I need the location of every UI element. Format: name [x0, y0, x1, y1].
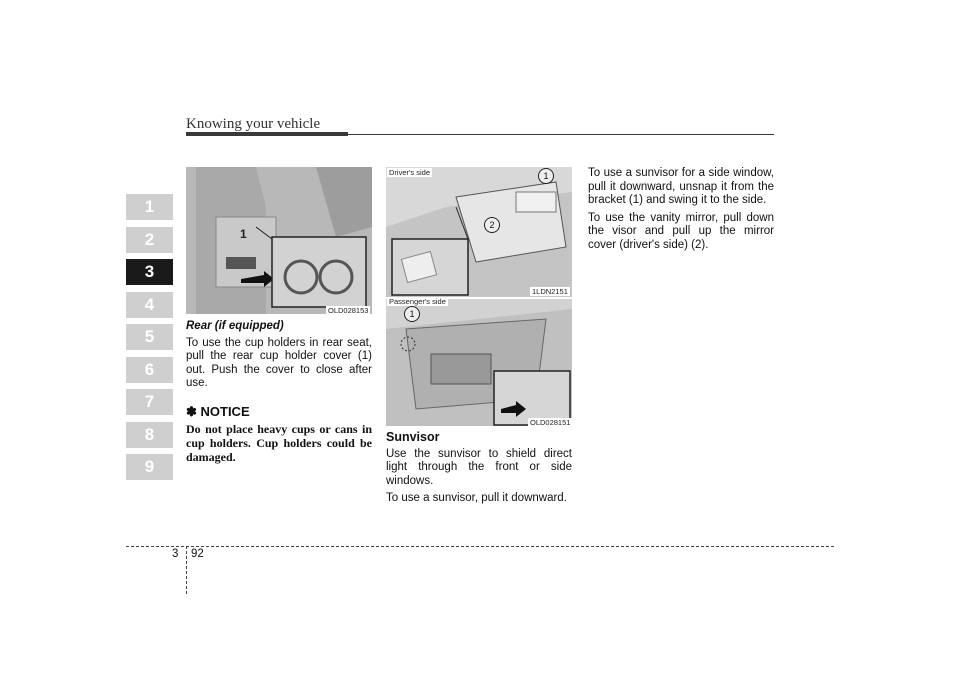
- figure-caption: Rear (if equipped): [186, 320, 284, 332]
- cup-holder-figure: [186, 167, 372, 314]
- notice-title: ✽ NOTICE: [186, 403, 250, 419]
- sunvisor-driver-figure: [386, 167, 572, 297]
- sunvisor-text-2: To use a sunvisor, pull it downward.: [386, 492, 567, 504]
- figure-marker-1: 1: [404, 306, 420, 322]
- sunvisor-text-1: Use the sunvisor to shield direct light through the front or side windows.: [386, 447, 572, 487]
- chapter-tabs: [126, 194, 173, 487]
- chapter-tab-5[interactable]: 5: [126, 324, 173, 350]
- figure-code: OLD028153: [328, 306, 369, 315]
- vanity-mirror-text: To use the vanity mirror, pull down the visor and pull up the mirror cover (driver's side) (2).: [588, 211, 774, 251]
- chapter-tab-7[interactable]: 7: [126, 389, 173, 415]
- right-column: [588, 167, 774, 256]
- drivers-side-label: Driver's side: [389, 168, 431, 177]
- chapter-tab-9[interactable]: 9: [126, 454, 173, 480]
- header-rule: [186, 132, 348, 136]
- chapter-tab-8[interactable]: 8: [126, 422, 173, 448]
- footer-rule: [126, 546, 834, 547]
- page-number: 92: [191, 548, 204, 560]
- figure-code: OLD028151: [530, 418, 571, 427]
- figure-marker-2: 2: [484, 217, 500, 233]
- chapter-tab-3[interactable]: 3: [126, 259, 173, 285]
- notice-body: Do not place heavy cups or cans in cup holders. Cup holders could be damaged.: [186, 422, 372, 464]
- left-column: [186, 320, 372, 464]
- header-rule-thin: [348, 134, 774, 135]
- footer-divider: [186, 546, 187, 594]
- cup-holder-illustration: [186, 167, 372, 314]
- sunvisor-driver-illustration: [386, 167, 572, 297]
- chapter-tab-1[interactable]: 1: [126, 194, 173, 220]
- figure-marker-1: 1: [538, 168, 554, 184]
- figure-code: 1LDN2151: [532, 287, 568, 296]
- sunvisor-passenger-figure: [386, 299, 572, 426]
- figure-marker-1: 1: [240, 227, 247, 241]
- passengers-side-label: Passenger's side: [389, 297, 446, 306]
- chapter-tab-2[interactable]: 2: [126, 227, 173, 253]
- middle-column: [386, 431, 572, 510]
- cup-holder-text: To use the cup holders in rear seat, pull the rear cup holder cover (1) out. Push the cover to close after use.: [186, 336, 372, 389]
- chapter-tab-4[interactable]: 4: [126, 292, 173, 318]
- sunvisor-heading: Sunvisor: [386, 430, 440, 444]
- chapter-tab-6[interactable]: 6: [126, 357, 173, 383]
- side-window-text: To use a sunvisor for a side window, pull it downward, unsnap it from the bracket (1) and swing it to the side.: [588, 167, 774, 206]
- header-title: Knowing your vehicle: [186, 116, 321, 132]
- chapter-number: 3: [172, 548, 179, 560]
